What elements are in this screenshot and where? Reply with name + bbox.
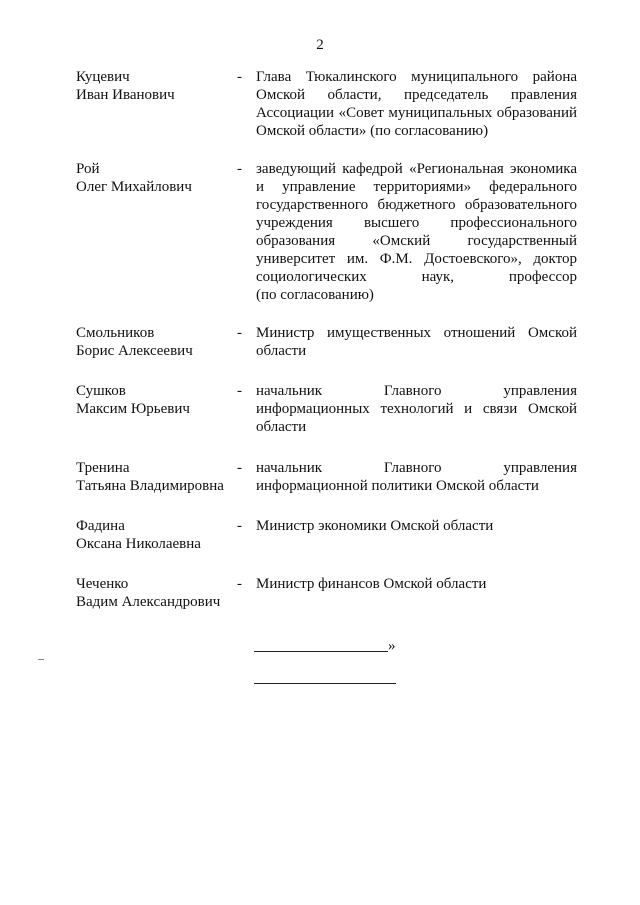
role-line: Министр имущественных отношений Омской — [256, 325, 577, 341]
end-of-document-rule — [254, 683, 396, 684]
member-surname: Сушков — [76, 383, 126, 399]
page-number: 2 — [316, 37, 324, 53]
role-line: начальник Главного управления — [256, 460, 577, 476]
member-given-names: Иван Иванович — [76, 87, 175, 103]
member-dash: - — [237, 518, 242, 534]
role-line: информационной политики Омской области — [256, 478, 539, 494]
role-line: Ассоциации «Совет муниципальных образований — [256, 105, 577, 121]
role-line: (по согласованию) — [256, 287, 374, 303]
member-surname: Куцевич — [76, 69, 130, 85]
role-line: заведующий кафедрой «Региональная экономика — [256, 161, 577, 177]
member-role — [256, 575, 577, 593]
member-name — [76, 68, 236, 104]
member-given-names: Татьяна Владимировна — [76, 478, 224, 494]
member-given-names: Борис Алексеевич — [76, 343, 193, 359]
role-line: и управление территориями» федерального — [256, 179, 577, 195]
role-line: образования «Омский государственный — [256, 233, 577, 249]
member-dash: - — [237, 383, 242, 399]
closing-quote: » — [388, 638, 396, 654]
role-line: государственного бюджетного образовательного — [256, 197, 577, 213]
member-given-names: Вадим Александрович — [76, 594, 221, 610]
member-role — [256, 160, 577, 304]
role-line: области — [256, 419, 307, 435]
role-line: начальник Главного управления — [256, 383, 577, 399]
role-line: Министр экономики Омской области — [256, 518, 494, 534]
member-surname: Чеченко — [76, 576, 129, 592]
member-dash: - — [237, 161, 242, 177]
margin-mark — [38, 659, 44, 660]
member-role — [256, 324, 577, 360]
role-line: информационных технологий и связи Омской — [256, 401, 577, 417]
member-role — [256, 68, 577, 140]
role-line: Глава Тюкалинского муниципального района — [256, 69, 577, 85]
member-dash: - — [237, 576, 242, 592]
member-role — [256, 382, 577, 436]
role-line: университет им. Ф.М. Достоевского», доктор — [256, 251, 577, 267]
member-surname: Рой — [76, 161, 100, 177]
member-name — [76, 382, 236, 418]
member-name — [76, 517, 236, 553]
role-line: области — [256, 343, 307, 359]
role-line: учреждения высшего профессионального — [256, 215, 577, 231]
closing-rule — [254, 651, 388, 652]
role-line: Омской области» (по согласованию) — [256, 123, 489, 139]
member-name — [76, 575, 236, 611]
member-name — [76, 160, 236, 196]
closing-signature-line — [254, 636, 414, 656]
member-surname: Фадина — [76, 518, 125, 534]
member-role — [256, 459, 577, 495]
member-dash: - — [237, 460, 242, 476]
role-line: социологических наук, профессор — [256, 269, 577, 285]
member-role — [256, 517, 577, 535]
member-surname: Тренина — [76, 460, 130, 476]
member-given-names: Оксана Николаевна — [76, 536, 201, 552]
role-line: Министр финансов Омской области — [256, 576, 487, 592]
member-given-names: Максим Юрьевич — [76, 401, 190, 417]
member-name — [76, 324, 236, 360]
member-given-names: Олег Михайлович — [76, 179, 192, 195]
member-surname: Смольников — [76, 325, 155, 341]
member-name — [76, 459, 236, 495]
role-line: Омской области, председатель правления — [256, 87, 577, 103]
member-dash: - — [237, 69, 242, 85]
member-dash: - — [237, 325, 242, 341]
